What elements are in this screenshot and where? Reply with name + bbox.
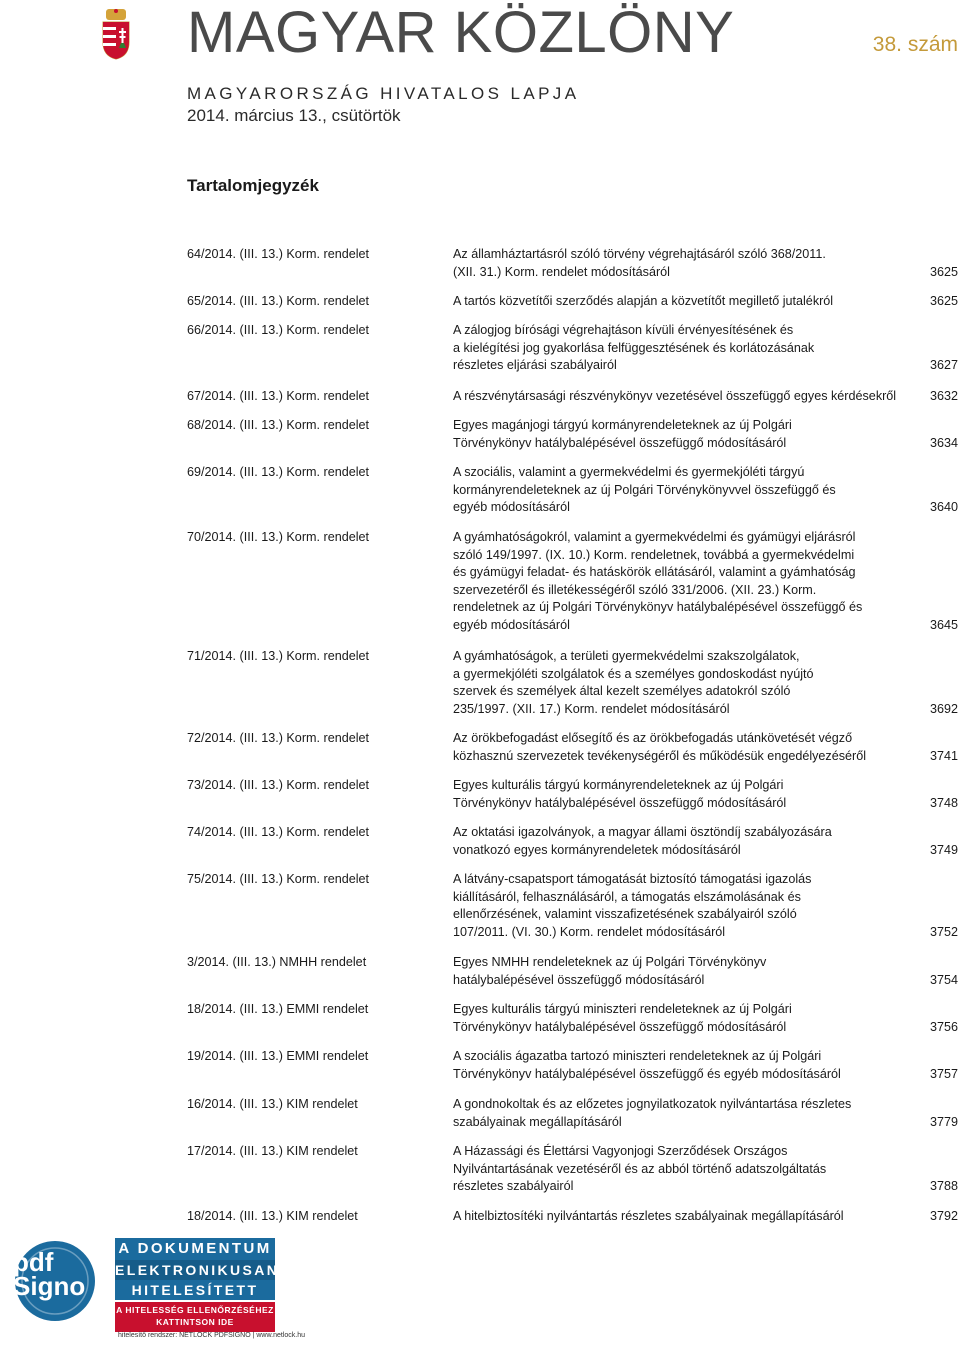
title-line: A szociális, valamint a gyermekvédelmi és gyermekjóléti tárgyú	[453, 465, 805, 479]
page-number: 3788	[929, 1179, 958, 1193]
page-number: 3634	[929, 435, 958, 450]
regulation-title	[453, 293, 918, 311]
title-line: szervek és személyek által kezelt személyes adatokról szóló	[453, 684, 791, 698]
regulation-title	[453, 648, 918, 718]
regulation-title	[453, 388, 918, 406]
regulation-reference: 3/2014. (III. 13.) NMHH rendelet	[187, 955, 367, 969]
page-number: 3752	[929, 924, 958, 939]
title-line: vonatkozó egyes kormányrendeletek módosításáról	[453, 842, 741, 857]
title-line: A hitelbiztosítéki nyilvántartás részletes szabályainak megállapításáról	[453, 1209, 844, 1223]
title-line: szervezetéről és illetékességéről szóló 331/2006. (XII. 23.) Korm.	[453, 582, 817, 597]
badge-footer: hitelesítő rendszer: NETLOCK PDFSIGNO | www.netlock.hu	[118, 1332, 305, 1339]
badge-line-document: A DOKUMENTUM	[115, 1238, 275, 1260]
regulation-reference: 17/2014. (III. 13.) KIM rendelet	[187, 1144, 358, 1158]
badge-line-electronically: ELEKTRONIKUSAN	[115, 1262, 280, 1278]
regulation-title	[453, 954, 918, 989]
title-line: A gondnokoltak és az előzetes jognyilatkozatok nyilvántartása részletes	[453, 1097, 852, 1111]
page-number: 3645	[929, 617, 958, 632]
verify-line-2: KATTINTSON IDE	[156, 1317, 234, 1327]
title-line: A gyámhatóságok, a területi gyermekvédelmi szakszolgálatok,	[453, 649, 800, 663]
title-line: szabályainak megállapításáról	[453, 1114, 622, 1129]
regulation-reference: 73/2014. (III. 13.) Korm. rendelet	[187, 778, 370, 792]
title-line: közhasznú szervezetek tevékenységéről és működésük engedélyezéséről	[453, 748, 867, 763]
title-line: kiállításáról, felhasználásáról, a támogatás elszámolásának és	[453, 889, 801, 904]
regulation-reference: 18/2014. (III. 13.) KIM rendelet	[187, 1209, 358, 1223]
regulation-reference: 16/2014. (III. 13.) KIM rendelet	[187, 1097, 358, 1111]
regulation-title	[453, 529, 918, 634]
regulation-title	[453, 730, 918, 765]
title-line: (XII. 31.) Korm. rendelet módosításáról	[453, 264, 670, 279]
title-line: hatálybalépésével összefüggő módosításáról	[453, 972, 705, 987]
page-number: 3779	[929, 1114, 958, 1129]
regulation-title	[453, 1048, 918, 1083]
regulation-reference: 74/2014. (III. 13.) Korm. rendelet	[187, 825, 370, 839]
title-line: A Házassági és Élettársi Vagyonjogi Szerződések Országos	[453, 1144, 788, 1158]
title-line: a kielégítési jog gyakorlása felfüggesztésének és korlátozásának	[453, 340, 815, 355]
page-number: 3640	[929, 500, 958, 514]
title-line: 107/2011. (VI. 30.) Korm. rendelet módosításáról	[453, 924, 726, 939]
title-line: Az államháztartásról szóló törvény végrehajtásáról szóló 368/2011.	[453, 247, 826, 261]
page-number: 3749	[929, 842, 958, 857]
authentication-badge[interactable]	[0, 1232, 305, 1350]
title-line: egyéb módosításáról	[453, 617, 570, 632]
regulation-reference: 65/2014. (III. 13.) Korm. rendelet	[187, 294, 370, 308]
regulation-reference: 66/2014. (III. 13.) Korm. rendelet	[187, 323, 370, 337]
title-line: és gyámügyi feladat- és hatáskörök ellátásáról, valamint a gyámhatóság	[453, 565, 856, 579]
title-line: A részvénytársasági részvénykönyv vezetésével összefüggő egyes kérdésekről	[453, 389, 897, 403]
page-number: 3625	[929, 264, 958, 279]
title-line: Törvénykönyv hatálybalépésével összefüggő módosításáról	[453, 1019, 787, 1034]
title-line: Az örökbefogadást elősegítő és az örökbefogadás utánkövetését végző	[453, 731, 853, 745]
badge-line-authenticated: HITELESÍTETT	[115, 1280, 275, 1300]
logo-word-pdf: pdf	[13, 1247, 54, 1277]
regulation-title	[453, 322, 918, 375]
issue-number: 38. szám	[872, 33, 958, 56]
logo-word-signo: Signo	[13, 1271, 86, 1301]
page-number: 3627	[929, 358, 958, 372]
page-number: 3748	[929, 795, 958, 810]
title-line: A szociális ágazatba tartozó miniszteri rendeleteknek az új Polgári	[453, 1049, 822, 1063]
regulation-title	[453, 1096, 918, 1131]
page-number: 3792	[929, 1209, 958, 1223]
title-line: rendeletnek az új Polgári Törvénykönyv hatálybalépésével összefüggő és	[453, 600, 863, 614]
toc-heading: Tartalomjegyzék	[187, 176, 319, 195]
title-line: Nyilvántartásának vezetéséről és az abból történő adatszolgáltatás	[453, 1161, 827, 1176]
regulation-reference: 64/2014. (III. 13.) Korm. rendelet	[187, 247, 370, 261]
title-line: A tartós közvetítői szerződés alapján a közvetítőt megillető jutalékról	[453, 294, 834, 308]
regulation-reference: 72/2014. (III. 13.) Korm. rendelet	[187, 731, 370, 745]
title-line: a gyermekjóléti szolgálatok és a személyes gondoskodást nyújtó	[453, 666, 814, 681]
page-number: 3756	[929, 1019, 958, 1034]
title-line: Törvénykönyv hatálybalépésével összefüggő módosításáról	[453, 795, 787, 810]
regulation-reference: 19/2014. (III. 13.) EMMI rendelet	[187, 1049, 369, 1063]
title-line: Egyes kulturális tárgyú miniszteri rendeleteknek az új Polgári	[453, 1002, 792, 1016]
regulation-reference: 18/2014. (III. 13.) EMMI rendelet	[187, 1002, 369, 1016]
regulation-title	[453, 464, 918, 517]
regulation-reference: 67/2014. (III. 13.) Korm. rendelet	[187, 389, 370, 403]
regulation-title	[453, 417, 918, 452]
title-line: részletes eljárási szabályairól	[453, 358, 617, 372]
regulation-title	[453, 871, 918, 941]
regulation-reference: 70/2014. (III. 13.) Korm. rendelet	[187, 530, 370, 544]
title-line: Az oktatási igazolványok, a magyar állami ösztöndíj szabályozására	[453, 825, 832, 839]
title-line: Egyes magánjogi tárgyú kormányrendeleteknek az új Polgári	[453, 418, 792, 432]
pdfsigno-logo-text	[13, 1247, 86, 1301]
regulation-title	[453, 777, 918, 812]
title-line: A zálogjog bírósági végrehajtáson kívüli érvényesítésének és	[453, 323, 794, 337]
regulation-title	[453, 1001, 918, 1036]
title-line: 235/1997. (XII. 17.) Korm. rendelet módosításáról	[453, 701, 730, 716]
regulation-reference: 69/2014. (III. 13.) Korm. rendelet	[187, 465, 370, 479]
verify-line-1: A HITELESSÉG ELLENŐRZÉSÉHEZ	[116, 1305, 274, 1315]
title-line: Törvénykönyv hatálybalépésével összefüggő és egyéb módosításáról	[453, 1066, 841, 1081]
title-line: Egyes NMHH rendeleteknek az új Polgári Törvénykönyv	[453, 955, 767, 969]
title-line: szóló 149/1997. (IX. 10.) Korm. rendeletnek, továbbá a gyermekvédelmi	[453, 547, 855, 562]
title-line: Egyes kulturális tárgyú kormányrendeleteknek az új Polgári	[453, 778, 784, 792]
title-line: A gyámhatóságokról, valamint a gyermekvédelmi és gyámügyi eljárásról	[453, 530, 856, 544]
title-line: ellenőrzésének, valamint visszafizetésének szabályairól szóló	[453, 907, 797, 921]
regulation-title	[453, 246, 918, 281]
regulation-reference: 75/2014. (III. 13.) Korm. rendelet	[187, 872, 370, 886]
regulation-title	[453, 824, 918, 859]
verify-authenticity-button[interactable]	[115, 1302, 275, 1332]
regulation-reference: 71/2014. (III. 13.) Korm. rendelet	[187, 649, 370, 663]
page-number: 3754	[929, 972, 958, 987]
hungarian-coat-of-arms-icon	[100, 8, 132, 60]
title-line: egyéb módosításáról	[453, 500, 570, 514]
page-number: 3632	[929, 389, 958, 403]
publication-title: MAGYAR KÖZLÖNY	[187, 0, 735, 65]
page-number: 3741	[929, 748, 958, 763]
page-number: 3625	[929, 294, 958, 308]
title-line: részletes szabályairól	[453, 1179, 574, 1193]
title-line: kormányrendeleteknek az új Polgári Törvénykönyvvel összefüggő és	[453, 482, 836, 497]
regulation-title	[453, 1143, 918, 1196]
title-line: Törvénykönyv hatálybalépésével összefüggő módosításáról	[453, 435, 787, 450]
publication-subtitle: MAGYARORSZÁG HIVATALOS LAPJA	[187, 84, 580, 103]
regulation-title	[453, 1208, 918, 1226]
publication-date: 2014. március 13., csütörtök	[187, 106, 401, 125]
page-number: 3757	[929, 1066, 958, 1081]
regulation-reference: 68/2014. (III. 13.) Korm. rendelet	[187, 418, 370, 432]
page-number: 3692	[929, 701, 958, 716]
title-line: A látvány-csapatsport támogatását biztosító támogatási igazolás	[453, 872, 812, 886]
